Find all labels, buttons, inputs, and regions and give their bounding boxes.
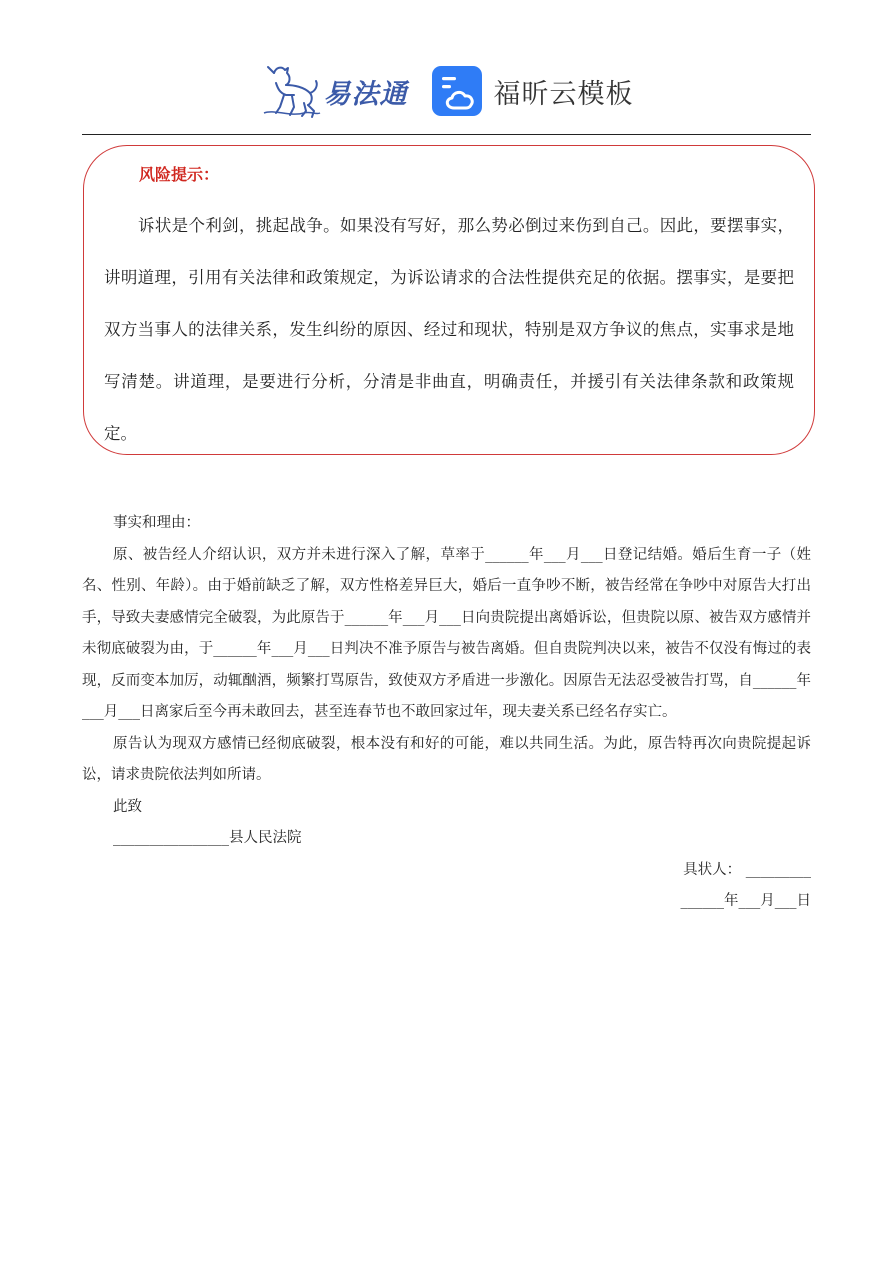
date-line: ______年___月___日 (680, 893, 811, 909)
fuxin-wordmark: 福昕云模板 (493, 78, 634, 110)
risk-notice-body: 诉状是个利剑，挑起战争。如果没有写好，那么势必倒过来伤到自己。因此，要摆事实，讲明道理，引用有关法律和政策规定，为诉讼请求的合法性提供充足的依据。摆事实，是要把双方当事人的法律关系，发生纠纷的原因、经过和现状，特别是双方争议的焦点，实事求是地写清楚。讲道理，是要进行分析，分清是非曲直，明确责任，并援引有关法律条款和政策规定。 (104, 216, 794, 443)
fuxin-logo (432, 66, 634, 116)
yifatong-wordmark: 易法通 (323, 78, 408, 110)
page-header (82, 56, 811, 126)
risk-notice-box (83, 145, 815, 455)
court-addressee: ________________县人民法院 (113, 830, 302, 846)
cloud-document-icon (432, 66, 482, 116)
complaint-document (82, 508, 811, 918)
facts-paragraph-1: 原、被告经人介绍认识，双方并未进行深入了解，草率于______年___月___日登记结婚。婚后生育一子（姓名、性别、年龄）。由于婚前缺乏了解，双方性格差异巨大，婚后一直争吵不断，被告经常在争吵中对原告大打出手，导致夫妻感情完全破裂，为此原告于______年___月___日向贵院提出离婚诉讼，但贵院以原、被告双方感情并未彻底破裂为由，于______年___月___日判决不准予原告与被告离婚。但自贵院判决以来，被告不仅没有悔过的表现，反而变本加厉，动辄酗酒，频繁打骂原告，致使双方矛盾进一步激化。因原告无法忍受被告打骂，自______年___月___日离家后至今再未敢回去，甚至连春节也不敢回家过年，现夫妻关系已经名存实亡。 (82, 546, 811, 720)
facts-paragraph-2: 原告认为现双方感情已经彻底破裂，根本没有和好的可能，难以共同生活。为此，原告特再次向贵院提起诉讼，请求贵院依法判如所请。 (82, 735, 811, 783)
header-divider (82, 134, 811, 135)
closing-salutation: 此致 (113, 798, 142, 815)
facts-heading: 事实和理由： (113, 515, 200, 531)
risk-notice-title: 风险提示： (139, 165, 220, 184)
yifatong-logo (260, 63, 408, 119)
unicorn-emblem-icon (260, 63, 322, 119)
signer-line: 具状人： _________ (683, 861, 811, 878)
